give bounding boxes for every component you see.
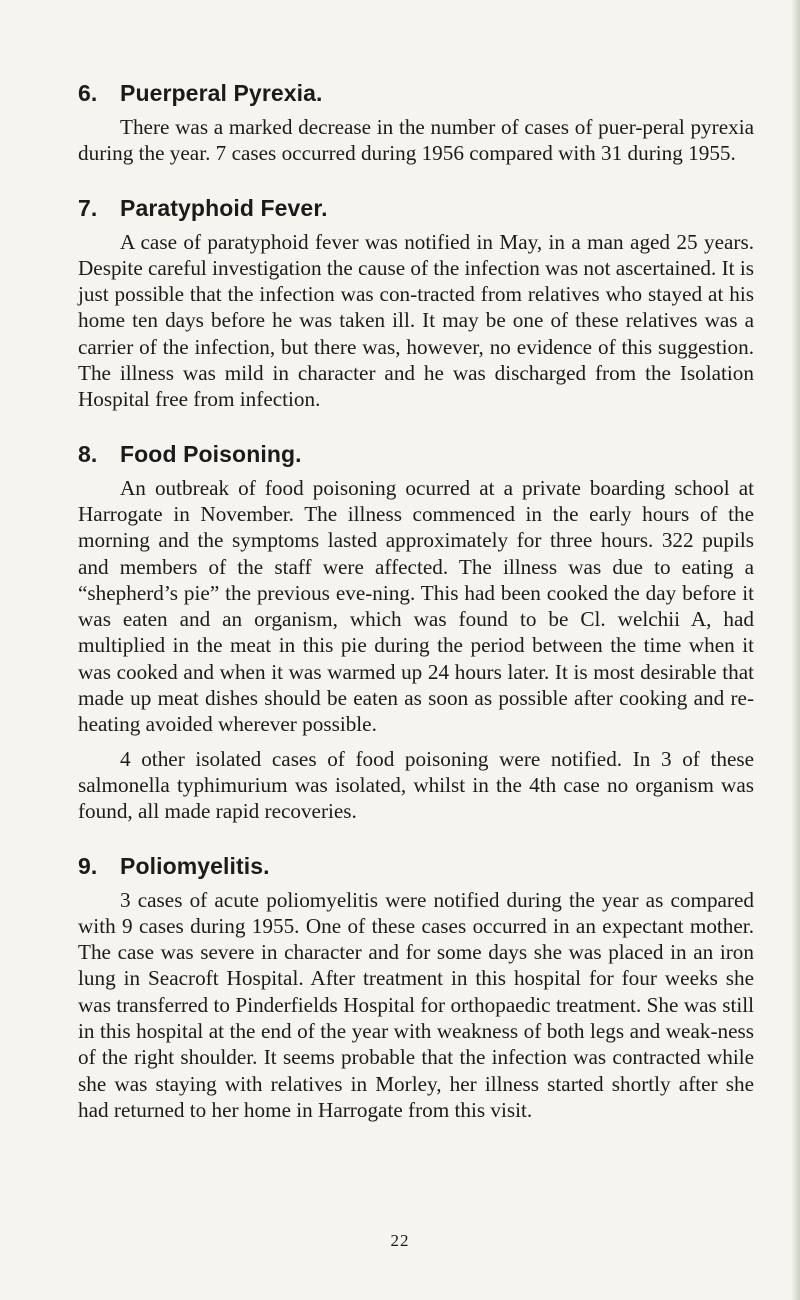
section-number: 8. (78, 440, 98, 467)
document-page (78, 78, 754, 1131)
section-paratyphoid-fever (78, 193, 754, 413)
section-number: 6. (78, 80, 98, 106)
page-number: 22 (390, 1231, 410, 1250)
section-title: Paratyphoid Fever. (120, 194, 328, 221)
section-heading (78, 78, 754, 108)
section-title: Poliomyelitis. (120, 852, 270, 879)
section-heading (78, 851, 754, 881)
body-paragraph: An outbreak of food poisoning ocurred at a private boarding school at Harrogate in November. The illness commenced in the early hours of the morning and the symptoms lasted approximately for three hours. 322 pupils and members of the staff were affected. The illness was due to eating a “shepherd’s pie” the previous eve-ning. This had been cooked the day before it was eaten and an organism, which was found to be Cl. welchii A, had multiplied in the meat in this pie during the period between the time when it was cooked and when it was warmed up 24 hours later. It is most desirable that made up meat dishes should be eaten as soon as possible after cooking and re-heating avoided wherever possible. (78, 475, 754, 737)
page-edge-shadow (791, 0, 800, 1300)
section-number: 9. (78, 852, 98, 879)
section-number: 7. (78, 194, 98, 221)
body-paragraph: 3 cases of acute poliomyelitis were notified during the year as compared with 9 cases during 1955. One of these cases occurred in an expectant mother. The case was severe in character and for some days she was placed in an iron lung in Seacroft Hospital. After treatment in this hospital for four weeks she was transferred to Pinderfields Hospital for orthopaedic treatment. She was still in this hospital at the end of the year with weakness of both legs and weak-ness of the right shoulder. It seems probable that the infection was contracted while she was staying with relatives in Morley, her illness started shortly after she had returned to her home in Harrogate from this visit. (78, 887, 754, 1122)
section-title: Food Poisoning. (120, 440, 302, 467)
section-poliomyelitis (78, 851, 754, 1124)
section-title: Puerperal Pyrexia. (120, 80, 323, 106)
body-paragraph: A case of paratyphoid fever was notified in May, in a man aged 25 years. Despite careful investigation the cause of the infection was not ascertained. It is just possible that the infection was con-tracted from relatives who stayed at his home ten days before he was taken ill. It may be one of these relatives was a carrier of the infection, but there was, however, no evidence of this suggestion. The illness was mild in character and he was discharged from the Isolation Hospital free from infection. (78, 229, 754, 412)
body-paragraph: There was a marked decrease in the number of cases of puer-peral pyrexia during the year. 7 cases occurred during 1956 compared with 31 during 1955. (78, 115, 754, 166)
section-heading (78, 193, 754, 223)
section-puerperal-pyrexia (78, 78, 754, 167)
body-paragraph: 4 other isolated cases of food poisoning were notified. In 3 of these salmonella typhimurium was isolated, whilst in the 4th case no organism was found, all made rapid recoveries. (78, 746, 754, 824)
section-food-poisoning (78, 439, 754, 825)
section-heading (78, 439, 754, 469)
